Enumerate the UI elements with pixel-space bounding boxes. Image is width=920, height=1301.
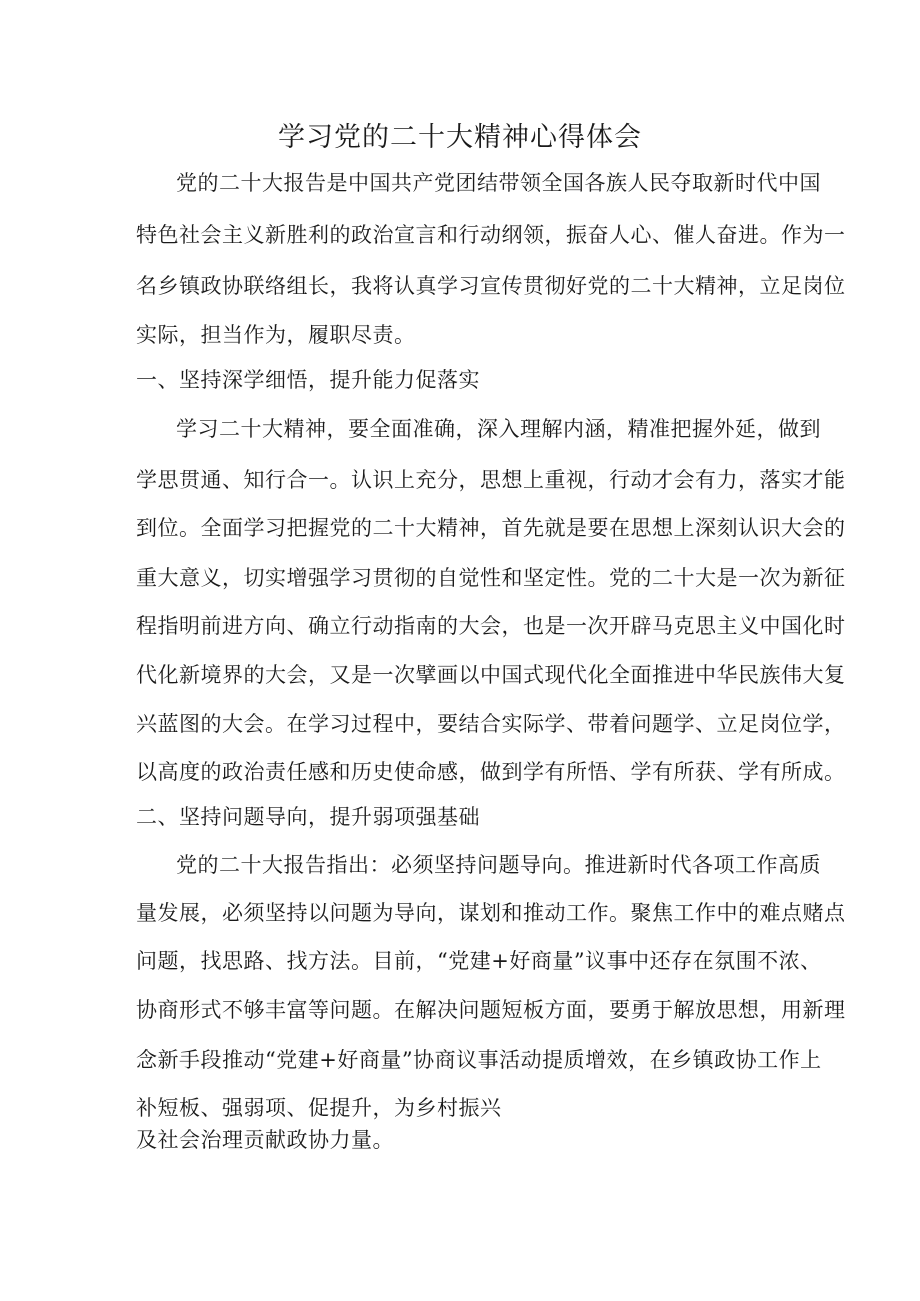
paragraph-3-line-1: 党的二十大报告指出：必须坚持问题导向。推进新时代各项工作高质 <box>176 853 821 877</box>
paragraph-2-line-5: 程指明前进方向、确立行动指南的大会，也是一次开辟马克思主义中国化时 <box>136 614 846 638</box>
paragraph-1-line-3: 名乡镇政协联络组长，我将认真学习宣传贯彻好党的二十大精神，立足岗位 <box>136 274 846 298</box>
paragraph-3-line-5: 念新手段推动“党建+好商量”协商议事活动提质增效，在乡镇政协工作上 <box>136 1048 822 1072</box>
paragraph-2-line-6: 代化新境界的大会，又是一次擘画以中国式现代化全面推进中华民族伟大复 <box>136 663 846 687</box>
paragraph-3-line-6: 补短板、强弱项、促提升，为乡村振兴 <box>136 1096 502 1120</box>
paragraph-2-line-3: 到位。全面学习把握党的二十大精神，首先就是要在思想上深刻认识大会的 <box>136 516 846 540</box>
section-heading-2: 二、坚持问题导向，提升弱项强基础 <box>136 805 480 829</box>
paragraph-1-line-2: 特色社会主义新胜利的政治宣言和行动纲领，振奋人心、催人奋进。作为一 <box>136 223 846 247</box>
paragraph-3-line-7: 及社会治理贡献政协力量。 <box>136 1128 394 1152</box>
paragraph-1-line-1: 党的二十大报告是中国共产党团结带领全国各族人民夺取新时代中国 <box>176 171 821 195</box>
paragraph-2-line-2: 学思贯通、知行合一。认识上充分，思想上重视，行动才会有力，落实才能 <box>136 468 846 492</box>
paragraph-2-line-1: 学习二十大精神，要全面准确，深入理解内涵，精准把握外延，做到 <box>176 417 821 441</box>
paragraph-3-line-2: 量发展，必须坚持以问题为导向，谋划和推动工作。聚焦工作中的难点赌点 <box>136 901 846 925</box>
paragraph-1-line-4: 实际，担当作为，履职尽责。 <box>136 323 416 347</box>
paragraph-3-line-3: 问题，找思路、找方法。目前，“党建+好商量”议事中还存在氛围不浓、 <box>136 949 822 973</box>
paragraph-2-line-8: 以高度的政治责任感和历史使命感，做到学有所悟、学有所获、学有所成。 <box>136 760 846 784</box>
document-title: 学习党的二十大精神心得体会 <box>278 122 642 153</box>
section-heading-1: 一、坚持深学细悟，提升能力促落实 <box>136 368 480 392</box>
paragraph-2-line-4: 重大意义，切实增强学习贯彻的自觉性和坚定性。党的二十大是一次为新征 <box>136 566 846 590</box>
paragraph-3-line-4: 协商形式不够丰富等问题。在解决问题短板方面，要勇于解放思想，用新理 <box>136 998 846 1022</box>
paragraph-2-line-7: 兴蓝图的大会。在学习过程中，要结合实际学、带着问题学、立足岗位学， <box>136 712 846 736</box>
